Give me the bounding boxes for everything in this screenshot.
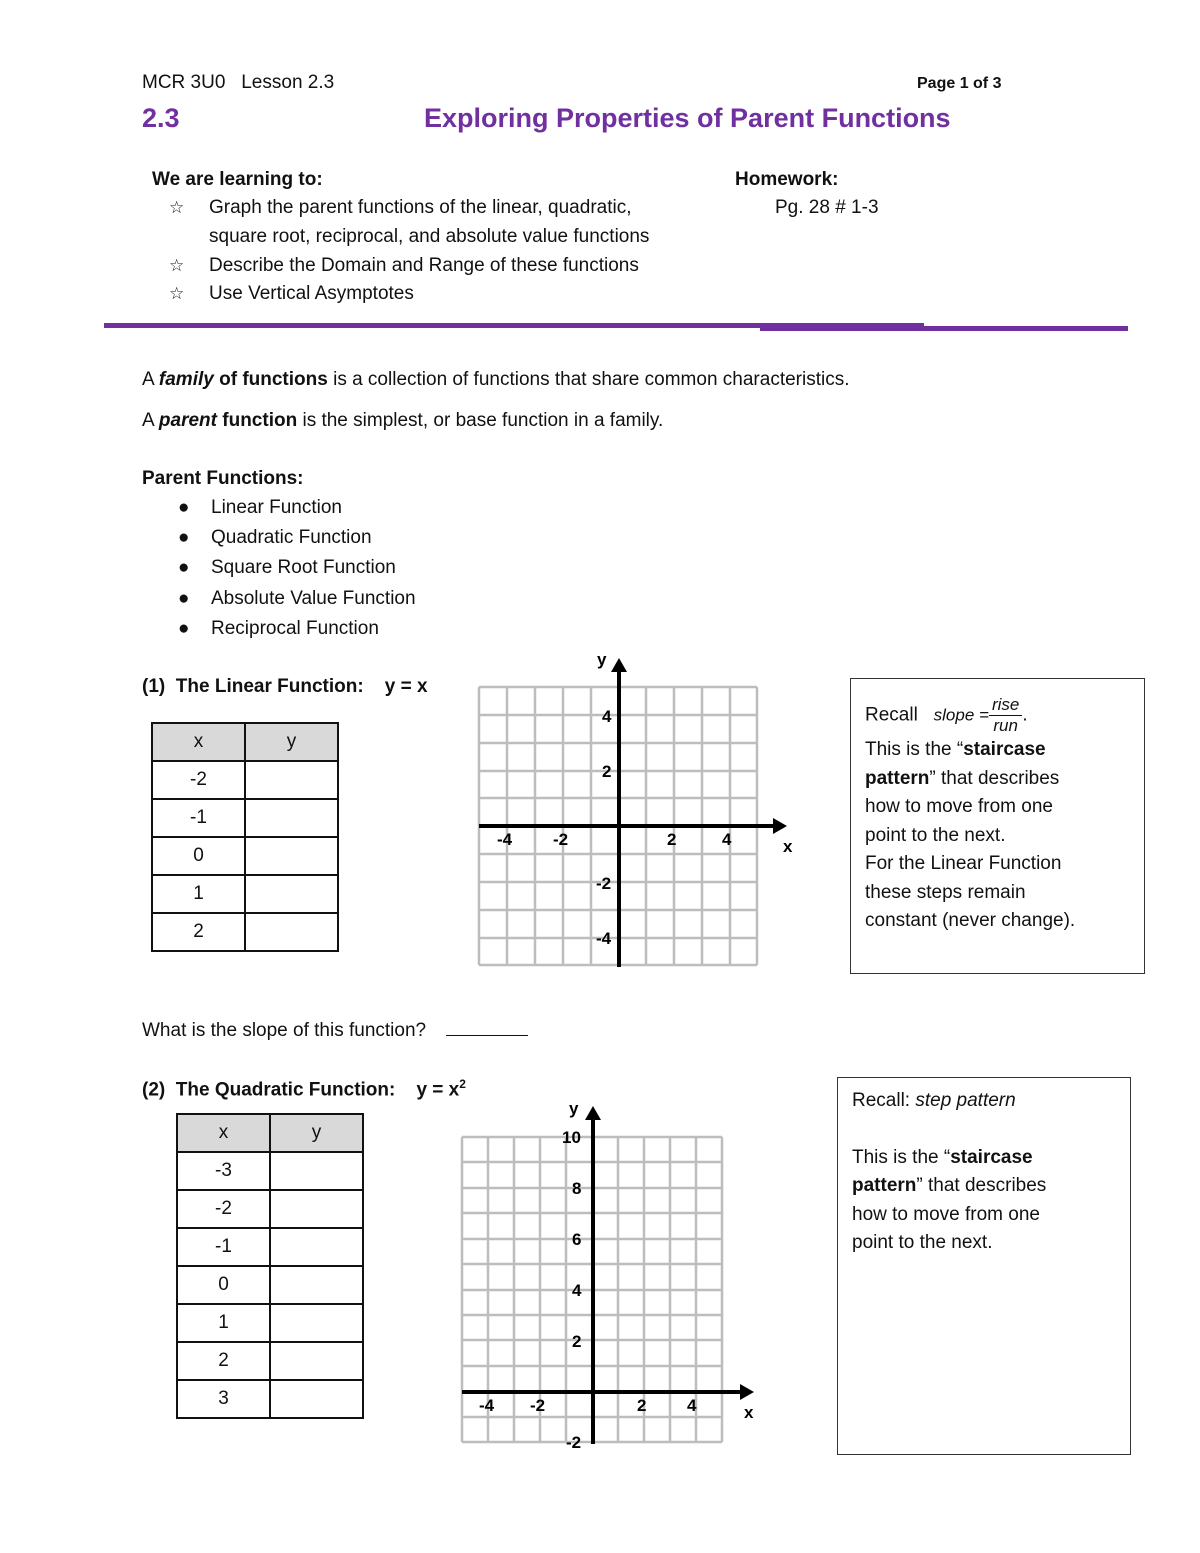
- y-input-cell[interactable]: [245, 761, 338, 799]
- list-item: ● Linear Function: [178, 497, 342, 518]
- svg-text:-2: -2: [553, 830, 569, 849]
- bullet-icon: ●: [178, 618, 190, 639]
- table-header-x: x: [177, 1114, 270, 1152]
- homework-value: Pg. 28 # 1-3: [775, 197, 879, 218]
- y-axis-arrow-icon: [611, 658, 627, 672]
- svg-text:x: x: [783, 837, 793, 856]
- slope-answer-blank[interactable]: [446, 1035, 528, 1036]
- table-header-x: x: [152, 723, 245, 761]
- star-icon: ☆: [169, 284, 185, 303]
- svg-text:2: 2: [572, 1332, 582, 1351]
- family-definition: A family of functions is a collection of functions that share common characteristics.: [142, 369, 850, 390]
- table-row: -1: [152, 799, 338, 837]
- recall-step-pattern-box: Recall: step pattern This is the “staircase pattern” that describes how to move from one point to the next.: [837, 1077, 1131, 1455]
- table-row: 0: [177, 1266, 363, 1304]
- y-input-cell[interactable]: [245, 913, 338, 951]
- page-number: Page 1 of 3: [917, 75, 1002, 92]
- svg-text:-4: -4: [479, 1396, 495, 1415]
- course-header: MCR 3U0 Lesson 2.3: [142, 72, 335, 93]
- star-icon: ☆: [169, 256, 185, 275]
- svg-text:4: 4: [687, 1396, 697, 1415]
- page-title: Exploring Properties of Parent Functions: [424, 103, 951, 133]
- table-header-y: y: [245, 723, 338, 761]
- learning-goal: ☆ Graph the parent functions of the linear, quadratic,: [169, 197, 632, 218]
- list-item: ● Square Root Function: [178, 557, 396, 578]
- bullet-icon: ●: [178, 527, 190, 548]
- list-item: ● Quadratic Function: [178, 527, 372, 548]
- quadratic-graph-grid: [455, 1095, 775, 1460]
- y-input-cell[interactable]: [270, 1190, 363, 1228]
- recall-slope-line: Recall slope = $\frac{\text{rise}}{\text{run}}$ .: [865, 695, 1028, 735]
- table-row: -1: [177, 1228, 363, 1266]
- parent-definition: A parent function is the simplest, or base function in a family.: [142, 410, 664, 431]
- svg-text:y: y: [569, 1099, 579, 1118]
- homework-heading: Homework:: [735, 169, 839, 190]
- svg-text:x: x: [744, 1403, 754, 1422]
- recall-slope-box: Recall slope = $\frac{\text{rise}}{\text{run}}$ . This is the “staircase pattern” that describes how to move from one point to the next. For the Linear Function these steps remain constant (never change).: [850, 678, 1145, 974]
- bullet-icon: ●: [178, 588, 190, 609]
- star-icon: ☆: [169, 198, 185, 217]
- svg-text:4: 4: [602, 707, 612, 726]
- svg-text:4: 4: [722, 830, 732, 849]
- table-row: 0: [152, 837, 338, 875]
- y-axis-arrow-icon: [585, 1106, 601, 1120]
- y-input-cell[interactable]: [270, 1152, 363, 1190]
- y-input-cell[interactable]: [270, 1342, 363, 1380]
- svg-text:2: 2: [637, 1396, 647, 1415]
- table-row: -2: [152, 761, 338, 799]
- svg-text:2: 2: [667, 830, 677, 849]
- table-row: 1: [177, 1304, 363, 1342]
- bullet-icon: ●: [178, 557, 190, 578]
- lesson-number: 2.3: [142, 103, 180, 133]
- quadratic-xy-table: [176, 1113, 364, 1419]
- linear-graph-grid: [470, 645, 800, 975]
- y-input-cell[interactable]: [245, 799, 338, 837]
- table-row: 1: [152, 875, 338, 913]
- svg-text:-2: -2: [596, 874, 612, 893]
- learning-goal-continued: square root, reciprocal, and absolute value functions: [209, 226, 650, 247]
- svg-text:-2: -2: [530, 1396, 546, 1415]
- slope-question: What is the slope of this function?: [142, 1020, 528, 1042]
- linear-xy-table: [151, 722, 339, 952]
- learning-goal: ☆ Describe the Domain and Range of these functions: [169, 255, 639, 276]
- divider: [760, 326, 1128, 331]
- table-row: 2: [177, 1342, 363, 1380]
- y-input-cell[interactable]: [270, 1304, 363, 1342]
- svg-text:6: 6: [572, 1230, 582, 1249]
- table-row: 2: [152, 913, 338, 951]
- svg-text:y: y: [597, 650, 607, 669]
- learning-goal: ☆ Use Vertical Asymptotes: [169, 283, 414, 304]
- x-axis-arrow-icon: [773, 818, 787, 834]
- parent-functions-heading: Parent Functions:: [142, 468, 304, 489]
- quadratic-function-title: (2) The Quadratic Function: $y = x^2$: [142, 1077, 466, 1101]
- learning-goals-heading: We are learning to:: [152, 169, 323, 190]
- svg-text:8: 8: [572, 1179, 582, 1198]
- list-item: ● Reciprocal Function: [178, 618, 379, 639]
- svg-text:10: 10: [562, 1128, 581, 1147]
- y-input-cell[interactable]: [270, 1380, 363, 1418]
- table-row: -2: [177, 1190, 363, 1228]
- y-input-cell[interactable]: [270, 1266, 363, 1304]
- table-row: 3: [177, 1380, 363, 1418]
- y-input-cell[interactable]: [245, 875, 338, 913]
- svg-text:-2: -2: [566, 1433, 582, 1452]
- table-header-y: y: [270, 1114, 363, 1152]
- rise-over-run-fraction: $\frac{\text{rise}}{\text{run}}$: [989, 695, 1022, 736]
- table-row: -3: [177, 1152, 363, 1190]
- svg-text:2: 2: [602, 762, 612, 781]
- svg-text:4: 4: [572, 1281, 582, 1300]
- y-input-cell[interactable]: [270, 1228, 363, 1266]
- x-axis-arrow-icon: [740, 1384, 754, 1400]
- bullet-icon: ●: [178, 497, 190, 518]
- svg-text:-4: -4: [596, 929, 612, 948]
- list-item: ● Absolute Value Function: [178, 588, 416, 609]
- svg-text:-4: -4: [497, 830, 513, 849]
- y-input-cell[interactable]: [245, 837, 338, 875]
- linear-function-title: (1) The Linear Function: y = x: [142, 676, 428, 697]
